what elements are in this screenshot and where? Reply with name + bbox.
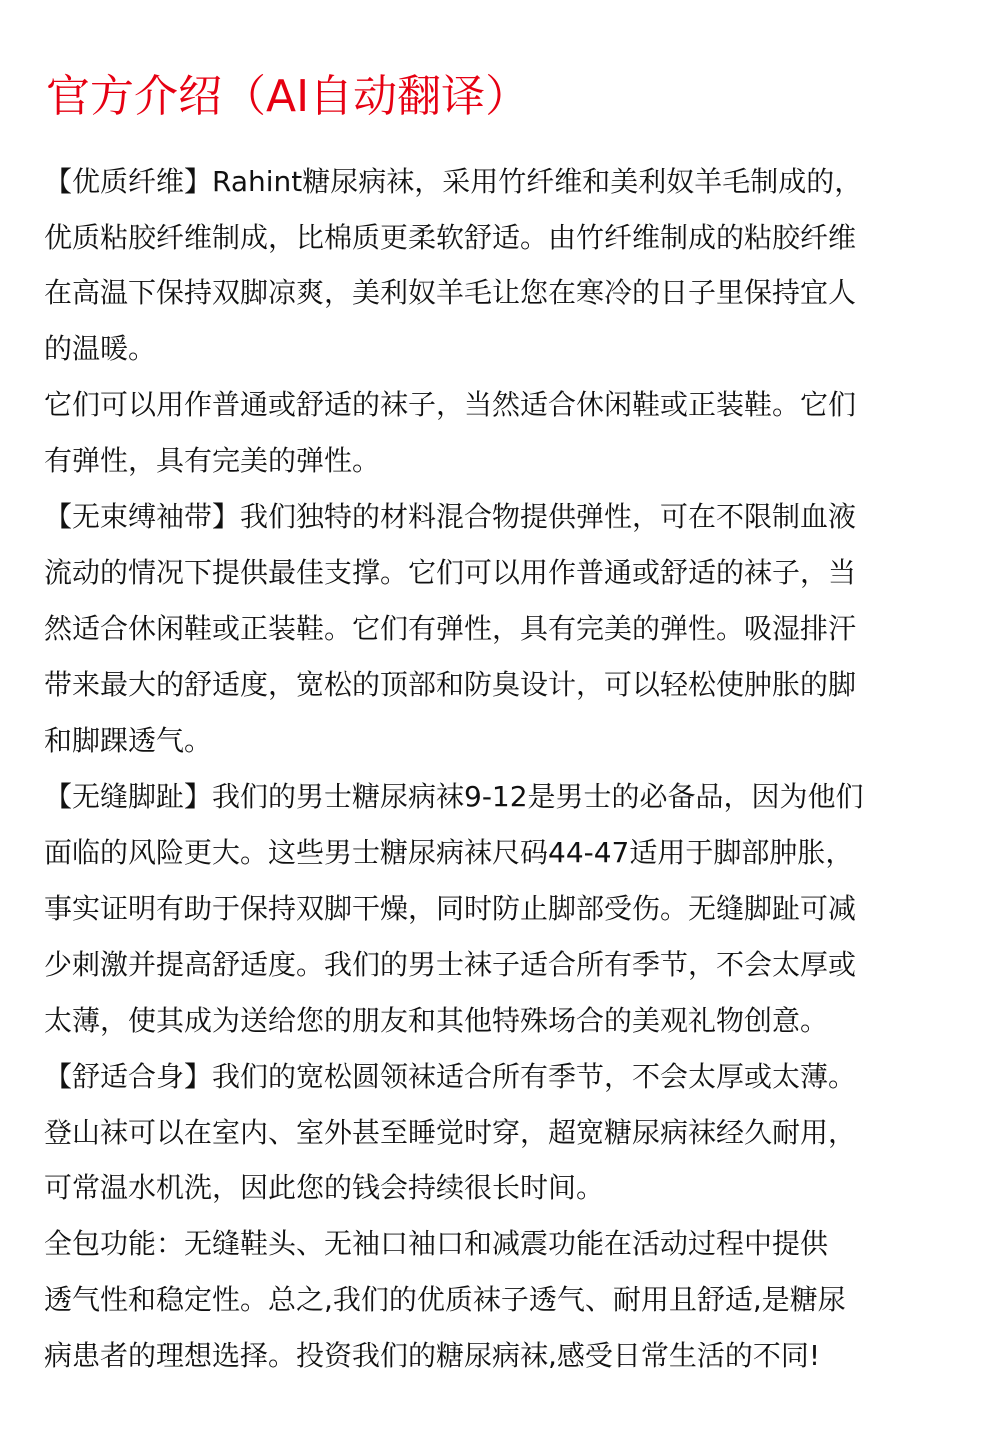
description-line: 【无缝脚趾】我们的男士糖尿病袜9-12是男士的必备品，因为他们 [44, 780, 864, 813]
description-line: 流动的情况下提供最佳支撑。它们可以用作普通或舒适的袜子，当 [44, 556, 857, 589]
description-line: 它们可以用作普通或舒适的袜子，当然适合休闲鞋或正装鞋。它们 [44, 388, 857, 421]
description-line: 有弹性，具有完美的弹性。 [44, 444, 381, 477]
description-line: 带来最大的舒适度，宽松的顶部和防臭设计，可以轻松使肿胀的脚 [44, 668, 857, 701]
description-line: 【舒适合身】我们的宽松圆领袜适合所有季节，不会太厚或太薄。 [44, 1060, 857, 1093]
page-title: 官方介绍（AI自动翻译） [46, 71, 530, 122]
description-line: 透气性和稳定性。总之,我们的优质袜子透气、耐用且舒适,是糖尿 [44, 1283, 846, 1316]
description-line: 的温暖。 [44, 332, 157, 365]
description-line: 全包功能：无缝鞋头、无袖口袖口和减震功能在活动过程中提供 [44, 1227, 829, 1260]
description-line: 可常温水机洗，因此您的钱会持续很长时间。 [44, 1171, 605, 1204]
description-line: 登山袜可以在室内、室外甚至睡觉时穿，超宽糖尿病袜经久耐用， [44, 1116, 857, 1149]
description-line: 少刺激并提高舒适度。我们的男士袜子适合所有季节，不会太厚或 [44, 948, 857, 981]
description-line: 优质粘胶纤维制成，比棉质更柔软舒适。由竹纤维制成的粘胶纤维 [44, 221, 857, 254]
description-line: 面临的风险更大。这些男士糖尿病袜尺码44-47适用于脚部肿胀， [44, 836, 854, 869]
description-line: 【优质纤维】Rahint糖尿病袜，采用竹纤维和美利奴羊毛制成的， [44, 165, 863, 198]
description-line: 病患者的理想选择。投资我们的糖尿病袜,感受日常生活的不同! [44, 1339, 821, 1372]
description-line: 事实证明有助于保持双脚干燥，同时防止脚部受伤。无缝脚趾可减 [44, 892, 857, 925]
description-line: 然适合休闲鞋或正装鞋。它们有弹性，具有完美的弹性。吸湿排汗 [44, 612, 857, 645]
description-line: 太薄，使其成为送给您的朋友和其他特殊场合的美观礼物创意。 [44, 1004, 829, 1037]
description-line: 【无束缚袖带】我们独特的材料混合物提供弹性，可在不限制血液 [44, 500, 857, 533]
description-line: 在高温下保持双脚凉爽，美利奴羊毛让您在寒冷的日子里保持宜人 [44, 276, 857, 309]
description-line: 和脚踝透气。 [44, 724, 213, 757]
